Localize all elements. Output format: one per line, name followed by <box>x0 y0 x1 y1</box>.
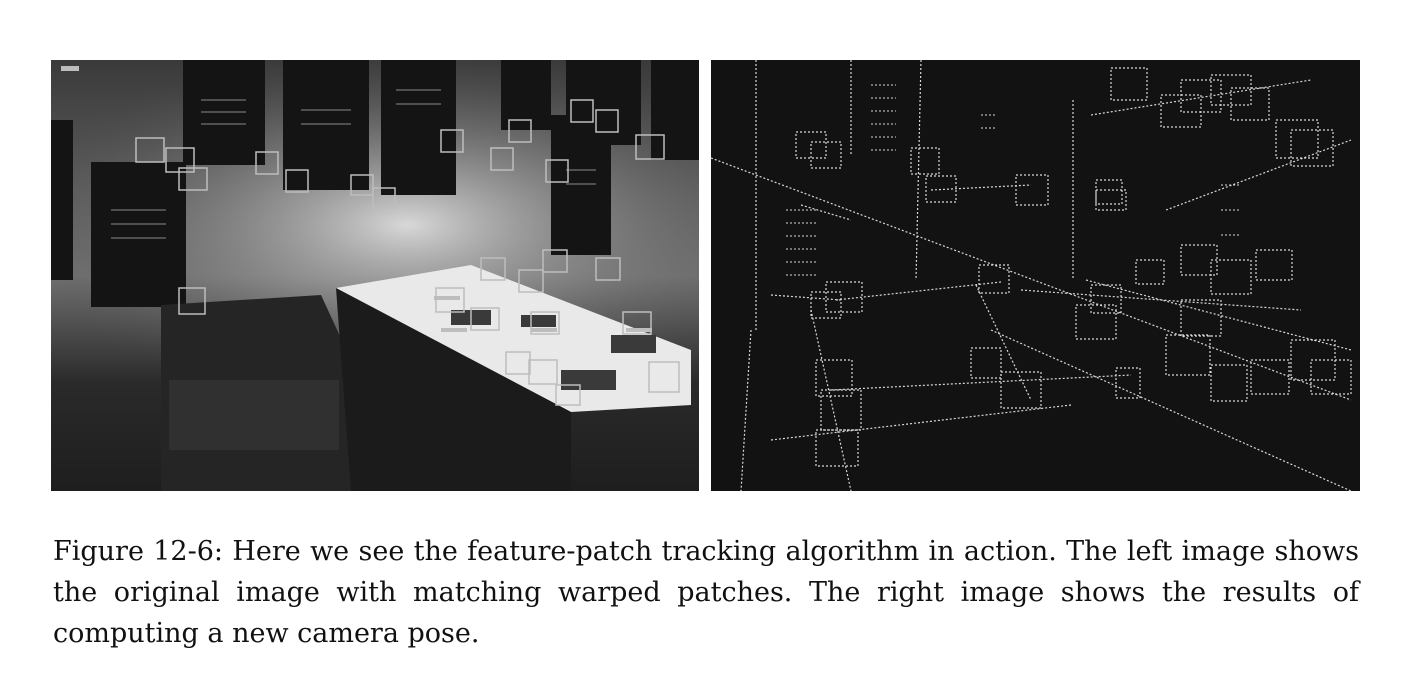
poster-outline-ticks <box>786 85 1241 275</box>
sofa-cushion <box>169 380 339 450</box>
left-image-tracking-patches <box>51 60 699 491</box>
left-image-scene <box>51 60 699 491</box>
right-image-wireframe <box>711 60 1360 491</box>
figure-caption: Figure 12-6: Here we see the feature-patch tracking algorithm in action. The left image shows the original image with matching warped patches. The right image shows the results of computing a new camera pose. <box>53 536 1359 649</box>
patch-boxes <box>796 68 1351 466</box>
right-image-camera-pose <box>711 60 1360 491</box>
